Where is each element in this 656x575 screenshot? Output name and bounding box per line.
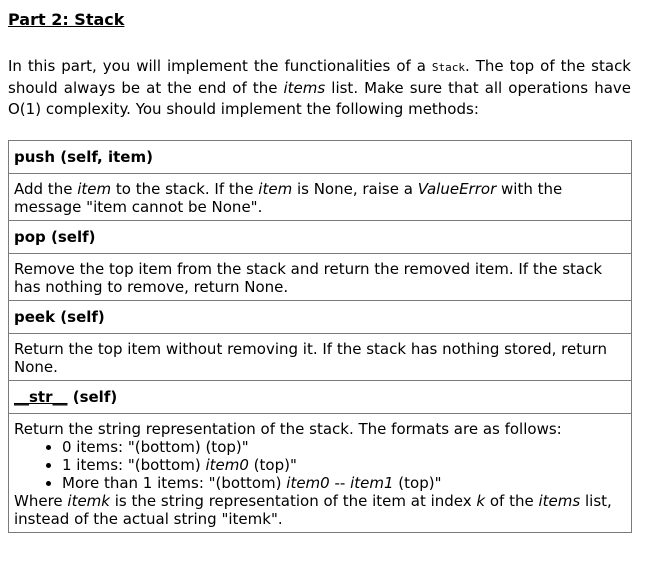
method-row-str bbox=[9, 381, 632, 414]
intro-text: . The top of the stack should always be at the end of the bbox=[8, 57, 631, 97]
str-intro: Return the string representation of the stack. The formats are as follows: bbox=[14, 420, 562, 438]
method-row-peek bbox=[9, 301, 632, 334]
pop-signature: pop (self) bbox=[9, 221, 632, 254]
format-item-0: • 0 items: "(bottom) (top)" bbox=[62, 438, 626, 456]
push-description bbox=[9, 174, 632, 221]
desc-text: of the bbox=[485, 492, 539, 510]
intro-text: list. Make sure that all operations have O(1) complexity. You should implement the following methods: bbox=[8, 79, 631, 118]
method-row-push bbox=[9, 141, 632, 174]
section-heading: Part 2: Stack bbox=[8, 10, 125, 29]
desc-text: to the stack. If the bbox=[111, 180, 259, 198]
desc-italic: items bbox=[538, 492, 581, 510]
desc-text: is None, raise a bbox=[292, 180, 418, 198]
method-desc-str bbox=[9, 414, 632, 533]
desc-text: More than 1 items: "(bottom) bbox=[62, 474, 287, 492]
desc-italic: item bbox=[258, 180, 293, 198]
str-signature-params: (self) bbox=[67, 388, 118, 406]
str-where-note bbox=[14, 492, 626, 528]
format-item-1 bbox=[62, 456, 626, 474]
desc-text: list, instead of the actual string "itemk". bbox=[14, 492, 612, 528]
str-signature bbox=[9, 381, 632, 414]
desc-italic: item0 bbox=[286, 474, 330, 492]
format-list bbox=[14, 438, 626, 492]
desc-text: (top)" bbox=[393, 474, 442, 492]
str-description bbox=[9, 414, 632, 533]
peek-description: Return the top item without removing it. If the stack has nothing stored, return None. bbox=[9, 334, 632, 381]
peek-signature: peek (self) bbox=[9, 301, 632, 334]
str-signature-name: __str__ bbox=[14, 388, 68, 406]
method-desc-peek bbox=[9, 334, 632, 381]
push-signature: push (self, item) bbox=[9, 141, 632, 174]
desc-italic: ValueError bbox=[417, 180, 497, 198]
desc-text: (top)" bbox=[248, 456, 297, 474]
format-item-many bbox=[62, 474, 626, 492]
intro-code-stack: Stack bbox=[431, 61, 466, 74]
desc-text: with the message "item cannot be None". bbox=[14, 180, 563, 216]
desc-italic: itemk bbox=[67, 492, 110, 510]
desc-text: -- bbox=[329, 474, 351, 492]
desc-italic: item0 bbox=[205, 456, 249, 474]
intro-text: In this part, you will implement the functionalities of a bbox=[8, 57, 432, 75]
desc-italic: k bbox=[476, 492, 486, 510]
desc-text: is the string representation of the item at index bbox=[109, 492, 477, 510]
method-desc-push bbox=[9, 174, 632, 221]
methods-table bbox=[8, 140, 632, 533]
method-desc-pop bbox=[9, 254, 632, 301]
desc-text: Add the bbox=[14, 180, 78, 198]
desc-text: 1 items: "(bottom) bbox=[62, 456, 206, 474]
desc-italic: item bbox=[77, 180, 112, 198]
desc-italic: item1 bbox=[350, 474, 394, 492]
intro-items-italic: items bbox=[283, 79, 326, 97]
desc-text: Where bbox=[14, 492, 68, 510]
intro-paragraph bbox=[8, 56, 631, 120]
pop-description: Remove the top item from the stack and return the removed item. If the stack has nothing to remove, return None. bbox=[9, 254, 632, 301]
method-row-pop bbox=[9, 221, 632, 254]
